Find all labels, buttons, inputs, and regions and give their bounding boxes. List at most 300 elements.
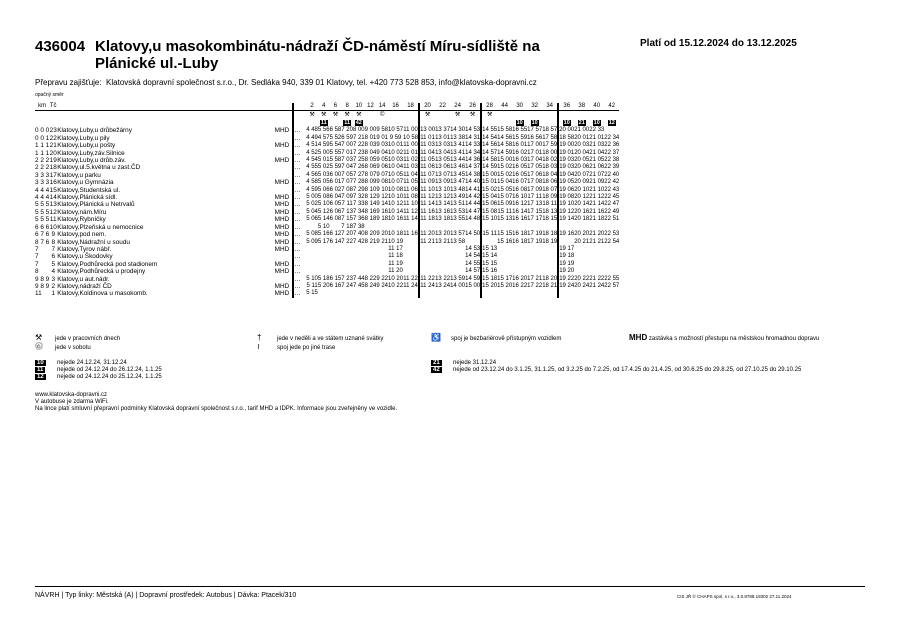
departure-time: 8 00 bbox=[352, 127, 365, 134]
departure-time: 18 04 bbox=[542, 171, 558, 178]
departure-time bbox=[497, 224, 512, 231]
departure-time: 7 23 bbox=[341, 275, 353, 282]
departure-time: 11 01 bbox=[403, 149, 418, 156]
departure-time: … bbox=[293, 209, 306, 216]
departure-time: 5 59 bbox=[329, 164, 342, 171]
trip-note bbox=[574, 119, 589, 127]
departure-time bbox=[604, 253, 619, 260]
departure-time: … bbox=[293, 261, 306, 268]
mhd-flag: MHD bbox=[274, 231, 290, 239]
departure-time: 20 03 bbox=[574, 142, 590, 149]
tc-value: 1 bbox=[51, 290, 55, 298]
departure-time: 13 20 bbox=[435, 231, 451, 238]
departure-time bbox=[330, 253, 342, 260]
departure-time: 22 38 bbox=[604, 157, 620, 164]
km-value: 3 3 3 bbox=[35, 171, 50, 179]
departure-time: … bbox=[293, 157, 306, 164]
stop-header bbox=[57, 103, 293, 111]
departure-time bbox=[512, 290, 527, 297]
trip-symbol: ⚒ bbox=[454, 111, 461, 118]
tc-value: 18 bbox=[49, 164, 57, 172]
stop-name: Klatovy,nám.Míru bbox=[57, 208, 107, 216]
departure-time: … bbox=[293, 283, 306, 290]
trip-number: 32 bbox=[527, 103, 542, 111]
departure-time: 22 55 bbox=[604, 275, 620, 282]
departure-time bbox=[403, 224, 419, 231]
departure-time: 13 38 bbox=[450, 134, 466, 141]
departure-time: 22 49 bbox=[604, 208, 620, 215]
departure-time: 19 18 bbox=[559, 253, 575, 260]
departure-time: 7 32 bbox=[352, 194, 365, 201]
departure-time bbox=[365, 246, 377, 253]
trip-note bbox=[465, 119, 481, 127]
tc-header: Tč bbox=[49, 103, 57, 109]
departure-time: 11 22 bbox=[420, 275, 435, 282]
departure-time bbox=[450, 246, 465, 253]
departure-time: 7 40 bbox=[352, 231, 365, 238]
departure-time: 20 22 bbox=[574, 275, 590, 282]
departure-time: 15 09 bbox=[497, 201, 513, 208]
departure-time: 14 59 bbox=[465, 275, 481, 282]
departure-time bbox=[558, 224, 574, 231]
departure-time: … bbox=[293, 239, 306, 246]
departure-time: 14 56 bbox=[497, 134, 513, 141]
departure-time: 10 14 bbox=[388, 208, 404, 215]
departure-time: 19 14 bbox=[559, 216, 575, 223]
mhd-flag: MHD bbox=[274, 142, 290, 150]
departure-time: … bbox=[293, 201, 306, 208]
km-value: 2 2 2 bbox=[35, 157, 50, 165]
departure-time: 7 05 bbox=[341, 171, 353, 178]
departure-time: 16 16 bbox=[512, 216, 528, 223]
mhd-flag bbox=[267, 135, 293, 142]
departure-time: 15 15 bbox=[497, 231, 513, 238]
trip-note bbox=[376, 119, 388, 127]
note-badge: 21 bbox=[578, 119, 585, 126]
trip-note bbox=[558, 119, 574, 127]
departure-time: 16 22 bbox=[512, 282, 528, 289]
departure-time: 7 11 bbox=[341, 201, 353, 208]
departure-time bbox=[497, 253, 512, 260]
departure-time: 22 51 bbox=[604, 216, 620, 223]
departure-time bbox=[330, 246, 342, 253]
trip-number: 20 bbox=[419, 103, 435, 111]
departure-time bbox=[465, 290, 481, 297]
departure-time: 6 00 bbox=[329, 171, 342, 178]
departure-time: 16 55 bbox=[512, 127, 528, 134]
departure-time: 13 04 bbox=[435, 149, 451, 156]
mhd-flag: MHD bbox=[274, 268, 290, 276]
trip-symbol bbox=[542, 111, 558, 120]
departure-time: 18 21 bbox=[542, 282, 558, 289]
departure-time bbox=[365, 253, 377, 260]
stop-name: Klatovy,Luby,u pošty bbox=[57, 142, 116, 150]
departure-time: 20 24 bbox=[574, 282, 590, 289]
departure-time bbox=[574, 224, 589, 231]
departure-time: 15 11 bbox=[497, 208, 512, 215]
km-value: 5 5 5 bbox=[35, 201, 50, 209]
departure-time: 20 10 bbox=[574, 186, 590, 193]
departure-time: … bbox=[293, 150, 306, 157]
departure-time: 11 03 bbox=[403, 164, 418, 171]
departure-time: 8 21 bbox=[364, 238, 377, 245]
departure-time bbox=[512, 224, 527, 231]
mhd-flag: MHD bbox=[274, 208, 290, 216]
table-row bbox=[35, 290, 619, 297]
departure-time: 11 06 bbox=[403, 186, 418, 193]
departure-time bbox=[589, 253, 604, 260]
departure-time: 14 41 bbox=[465, 186, 481, 193]
departure-time bbox=[589, 268, 604, 275]
departure-time: 11 20 bbox=[388, 268, 403, 275]
departure-time: 5 52 bbox=[329, 134, 342, 141]
departure-time: 9 24 bbox=[376, 282, 389, 289]
departure-time: 4 56 bbox=[306, 171, 318, 178]
mhd-flag: MHD bbox=[274, 157, 290, 165]
departure-time: 14 54 bbox=[465, 253, 481, 260]
departure-time bbox=[341, 261, 353, 268]
departure-time: 16 05 bbox=[512, 171, 528, 178]
trip-symbol: ⚒ bbox=[356, 111, 362, 118]
carrier-info bbox=[35, 78, 537, 87]
departure-time: 13 46 bbox=[450, 164, 466, 171]
trip-note bbox=[497, 119, 512, 127]
departure-time: 11 14 bbox=[420, 201, 435, 208]
trip-note bbox=[435, 119, 450, 127]
departure-time: 5 10 bbox=[317, 223, 330, 230]
departure-time: 5 06 bbox=[317, 186, 330, 193]
departure-time bbox=[318, 253, 330, 260]
departure-time: 9 14 bbox=[376, 201, 389, 208]
trip-symbol bbox=[527, 111, 542, 120]
departure-time: 22 37 bbox=[604, 149, 620, 156]
departure-time: 5 00 bbox=[317, 149, 330, 156]
departure-time: 21 20 bbox=[589, 231, 605, 238]
departure-time: 7 22 bbox=[352, 142, 365, 149]
departure-time: 14 47 bbox=[465, 208, 481, 215]
trip-note bbox=[403, 119, 419, 127]
departure-time: 13 01 bbox=[435, 134, 451, 141]
departure-time: 17 21 bbox=[527, 275, 543, 282]
departure-time: 20 14 bbox=[574, 201, 590, 208]
trip-symbol bbox=[497, 111, 512, 120]
wheelchair-icon: ♿ bbox=[431, 333, 441, 342]
stop-name: Klatovy,Nádražní u soudu bbox=[57, 238, 130, 246]
tc-value: 3 bbox=[51, 275, 55, 283]
departure-time: 10 07 bbox=[388, 179, 404, 186]
table-row bbox=[35, 150, 619, 157]
departure-time bbox=[481, 224, 497, 231]
stop-name: Klatovy,Rybníčky bbox=[57, 216, 106, 224]
departure-time: 13 06 bbox=[435, 164, 451, 171]
departure-time: 4 51 bbox=[306, 142, 318, 149]
departure-time: … bbox=[293, 172, 306, 179]
departure-time: 16 07 bbox=[512, 179, 528, 186]
departure-time: 5 55 bbox=[329, 149, 342, 156]
departure-time: 7 42 bbox=[352, 238, 365, 245]
departure-time: 17 06 bbox=[527, 171, 543, 178]
departure-time bbox=[465, 239, 481, 246]
departure-time: 11 17 bbox=[388, 245, 403, 252]
departure-time: 5 00 bbox=[306, 194, 318, 201]
table-row bbox=[35, 276, 619, 283]
departure-time: 7 25 bbox=[352, 157, 365, 164]
conditions-note: Na lince platí smluvní přepravní podmínky Klatovská dopravní společnost s.r.o., tarif MHD a IDPK. Informace jsou zveřejněny ve vozidle. bbox=[35, 406, 398, 412]
legend-other-route: spoj jede po jiné trase bbox=[277, 345, 336, 351]
departure-time: 7 29 bbox=[352, 186, 365, 193]
departure-time: … bbox=[293, 216, 306, 223]
tc-value: 4 bbox=[51, 268, 55, 276]
departure-time bbox=[574, 253, 589, 260]
departure-time bbox=[403, 239, 419, 246]
departure-time: 10 58 bbox=[403, 134, 419, 141]
stop-name: Klatovy,Podhůrecká pod stadionem bbox=[57, 260, 158, 268]
departure-time: 9 00 bbox=[364, 127, 377, 134]
departure-time: 18 00 bbox=[542, 149, 558, 156]
departure-time bbox=[481, 239, 497, 246]
tc-value: 9 bbox=[51, 231, 55, 239]
departure-time: 19 24 bbox=[559, 282, 575, 289]
departure-time: 7 20 bbox=[341, 127, 353, 134]
departure-time: 4 59 bbox=[306, 186, 318, 193]
departure-time: 14 57 bbox=[482, 149, 498, 156]
cross-icon: † bbox=[257, 333, 262, 342]
departure-time: 9 12 bbox=[376, 194, 389, 201]
departure-time: 7 27 bbox=[352, 171, 365, 178]
departure-time: 7 22 bbox=[341, 238, 353, 245]
km-value: 7 bbox=[35, 245, 39, 253]
departure-time: 5 02 bbox=[306, 201, 318, 208]
departure-time: 7 20 bbox=[341, 231, 353, 238]
departure-time bbox=[330, 224, 342, 231]
km-value: 7 bbox=[35, 260, 39, 268]
departure-time bbox=[376, 268, 388, 275]
table-row bbox=[35, 239, 619, 246]
departure-time: 15 01 bbox=[482, 179, 498, 186]
trip-symbol: ⚒ bbox=[481, 111, 497, 120]
departure-time: 14 56 bbox=[482, 142, 498, 149]
departure-time: 14 31 bbox=[465, 134, 481, 141]
departure-time: 16 08 bbox=[512, 186, 528, 193]
departure-time: 16 12 bbox=[512, 201, 528, 208]
departure-time bbox=[353, 268, 365, 275]
departure-time: 18 13 bbox=[542, 208, 558, 215]
departure-time: 20 09 bbox=[574, 179, 590, 186]
web-link[interactable]: www.klatovska-dopravni.cz bbox=[35, 392, 108, 398]
departure-time: 18 20 bbox=[542, 275, 558, 282]
departure-time: 5 18 bbox=[317, 275, 330, 282]
table-row bbox=[35, 231, 619, 238]
departure-time bbox=[419, 261, 435, 268]
departure-time: 11 10 bbox=[420, 186, 435, 193]
departure-time: 21 12 bbox=[589, 194, 605, 201]
departure-time bbox=[403, 268, 419, 275]
table-row bbox=[35, 253, 619, 260]
trip-number: 30 bbox=[512, 103, 527, 111]
departure-time: 11 24 bbox=[403, 282, 418, 289]
tc-value: 15 bbox=[49, 186, 57, 194]
trip-number: 36 bbox=[558, 103, 574, 111]
footer-credit: CIS JŘ © CHAPS spol. s r.o., 3.0.8788.19302 27.11.2024 bbox=[677, 594, 792, 599]
trip-number: 4 bbox=[318, 103, 330, 111]
trip-note bbox=[353, 119, 365, 127]
mhd-label: MHD bbox=[629, 333, 648, 342]
note-badge: 10 bbox=[563, 119, 570, 126]
departure-time: 11 16 bbox=[403, 231, 418, 238]
note-badge: 10 bbox=[516, 119, 523, 126]
validity-period: Platí od 15.12.2024 do 13.12.2025 bbox=[640, 38, 797, 49]
departure-time: 21 05 bbox=[589, 157, 605, 164]
departure-time: 15 07 bbox=[497, 194, 513, 201]
note-code: 42 bbox=[433, 367, 440, 373]
departure-time: … bbox=[293, 135, 306, 142]
departure-time: 7 26 bbox=[352, 164, 365, 171]
note-badge: 10 bbox=[593, 119, 600, 126]
departure-time: 13 07 bbox=[435, 171, 451, 178]
departure-time: 5 56 bbox=[317, 127, 330, 134]
mhd-flag bbox=[267, 164, 293, 171]
trip-note bbox=[419, 119, 435, 127]
departure-time bbox=[306, 224, 318, 231]
trip-symbol: ⚒ bbox=[332, 111, 339, 118]
departure-time bbox=[306, 253, 318, 260]
trip-number: 8 bbox=[341, 103, 353, 111]
departure-time: 15 04 bbox=[497, 179, 513, 186]
mhd-flag: MHD bbox=[274, 127, 290, 135]
departure-time: 7 23 bbox=[352, 149, 365, 156]
departure-time: 17 00 bbox=[527, 142, 543, 149]
departure-time: 8 12 bbox=[364, 194, 377, 201]
departure-time: 15 04 bbox=[482, 194, 498, 201]
departure-time bbox=[341, 290, 353, 297]
departure-time bbox=[341, 246, 353, 253]
departure-time bbox=[419, 246, 435, 253]
departure-time bbox=[574, 246, 589, 253]
trip-note bbox=[542, 119, 558, 127]
departure-time: 13 44 bbox=[450, 157, 466, 164]
departure-time: 20 21 bbox=[574, 238, 590, 245]
timetable bbox=[35, 103, 619, 298]
trip-number: 24 bbox=[450, 103, 465, 111]
departure-time bbox=[376, 261, 388, 268]
mhd-flag: MHD bbox=[274, 223, 290, 231]
table-row bbox=[35, 172, 619, 179]
departure-time: 13 45 bbox=[450, 171, 466, 178]
departure-time: 14 58 bbox=[497, 142, 513, 149]
departure-time: 17 17 bbox=[527, 216, 543, 223]
trip-symbol: © bbox=[379, 111, 385, 118]
departure-time: 14 54 bbox=[482, 134, 498, 141]
departure-time bbox=[419, 290, 435, 297]
departure-time: 16 02 bbox=[512, 149, 528, 156]
departure-time bbox=[527, 290, 542, 297]
departure-time: 13 49 bbox=[450, 194, 466, 201]
departure-time: 11 18 bbox=[420, 216, 435, 223]
trip-number: 14 bbox=[376, 103, 388, 111]
departure-time: 19 00 bbox=[559, 142, 575, 149]
zigzag-icon: ≀ bbox=[257, 342, 260, 351]
departure-time: 7 44 bbox=[352, 275, 365, 282]
departure-time: 5 58 bbox=[329, 157, 342, 164]
departure-time bbox=[353, 261, 365, 268]
departure-time: 17 11 bbox=[527, 194, 542, 201]
departure-time bbox=[330, 268, 342, 275]
departure-time: 8 20 bbox=[364, 231, 377, 238]
departure-time bbox=[306, 268, 318, 275]
trip-symbol: ⚒ bbox=[344, 111, 350, 118]
departure-time: 11 01 bbox=[420, 134, 435, 141]
departure-time bbox=[419, 224, 435, 231]
departure-time: 6 59 bbox=[341, 134, 353, 141]
departure-time: … bbox=[293, 276, 306, 283]
departure-time: … bbox=[293, 224, 306, 231]
legend-workdays: jede v pracovních dnech bbox=[55, 336, 121, 342]
departure-time: 20 12 bbox=[574, 194, 590, 201]
symbol-row bbox=[35, 111, 619, 120]
departure-time: 13 21 bbox=[435, 238, 451, 245]
stop-name: Klatovy,u Gymnázia bbox=[57, 179, 114, 187]
departure-time: 18 15 bbox=[542, 216, 558, 223]
departure-time bbox=[527, 253, 542, 260]
departure-time: 4 58 bbox=[306, 179, 318, 186]
departure-time: 6 04 bbox=[329, 194, 342, 201]
departure-time: 15 20 bbox=[482, 282, 498, 289]
departure-time bbox=[376, 246, 388, 253]
departure-time: 5 14 bbox=[317, 216, 330, 223]
departure-time: 10 16 bbox=[388, 216, 404, 223]
departure-time: 10 57 bbox=[388, 127, 404, 134]
departure-time: 9 04 bbox=[376, 149, 389, 156]
departure-time bbox=[527, 268, 542, 275]
departure-time bbox=[512, 261, 527, 268]
departure-time: 20 05 bbox=[574, 157, 590, 164]
departure-time: 14 42 bbox=[465, 194, 481, 201]
departure-time: 8 06 bbox=[364, 164, 377, 171]
departure-time: 14 37 bbox=[465, 164, 481, 171]
departure-time: 20 06 bbox=[574, 164, 590, 171]
departure-time: 18 11 bbox=[542, 201, 557, 208]
departure-time: 17 09 bbox=[527, 186, 543, 193]
table-row bbox=[35, 201, 619, 208]
stop-name: Klatovy,Luby,u pily bbox=[57, 134, 110, 142]
table-row bbox=[35, 187, 619, 194]
departure-time: 20 07 bbox=[574, 171, 590, 178]
departure-time: 11 14 bbox=[403, 216, 418, 223]
trip-note bbox=[589, 119, 604, 127]
departure-time: … bbox=[293, 127, 306, 134]
departure-time bbox=[542, 290, 558, 297]
note-code: 12 bbox=[37, 374, 44, 380]
departure-time: 15 16 bbox=[482, 268, 498, 275]
departure-time: 13 05 bbox=[435, 157, 451, 164]
departure-time: 4 55 bbox=[306, 164, 318, 171]
legend-wheelchair: spoj je bezbariérově přístupným vozidlem bbox=[451, 336, 562, 342]
trip-number: 38 bbox=[574, 103, 589, 111]
departure-time bbox=[450, 224, 465, 231]
mhd-flag: MHD bbox=[274, 201, 290, 209]
departure-time: 16 01 bbox=[512, 142, 528, 149]
departure-time: 6 58 bbox=[329, 127, 342, 134]
departure-time: 10 03 bbox=[388, 157, 404, 164]
tc-value: 5 bbox=[51, 260, 55, 268]
departure-time: 7 34 bbox=[352, 208, 365, 215]
departure-time bbox=[306, 246, 318, 253]
departure-time: 19 01 bbox=[559, 149, 575, 156]
departure-time: … bbox=[293, 179, 306, 186]
departure-time: 11 10 bbox=[403, 201, 418, 208]
departure-time: 10 18 bbox=[388, 231, 404, 238]
departure-time: 15 59 bbox=[512, 134, 528, 141]
